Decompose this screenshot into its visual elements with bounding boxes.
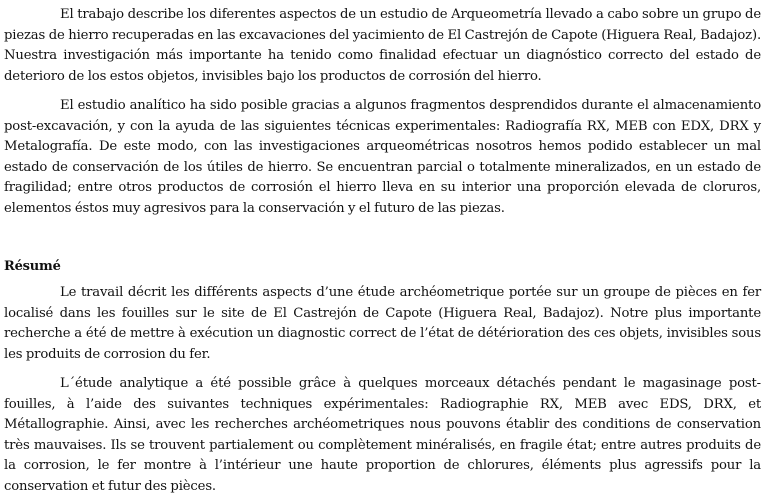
document-page	[4, 5, 761, 497]
spanish-paragraph-1: El trabajo describe los diferentes aspectos de un estudio de Arqueometría llevado a cabo sobre un grupo de piezas de hierro recuperadas en las excavaciones del yacimiento de El Castrejón de Capote (Higuera Real, Badajoz). Nuestra investigación más importante ha tenido como finalidad efectuar un diagnóstico correcto del estado de deterioro de los estos objetos, invisibles bajo los productos de corrosión del hierro.	[4, 7, 761, 84]
resume-paragraph-2: L´étude analytique a été possible grâce à quelques morceaux détachés pendant le magasinage post-fouilles, à l’aide des suivantes techniques expérimentales: Radiographie RX, MEB avec EDS, DRX, et Métallographie. Ainsi, avec les recherches archéometriques nous pouvons établir des conditions de conservation très mauvaises. Ils se trouvent partialement ou complètement minéralisés, en fragile état; entre autres produits de la corrosion, le fer montre à l’intérieur une haute proportion de chlorures, éléments plus agressifs pour la conservation et futur des pièces.	[4, 376, 761, 494]
resume-paragraph-1: Le travail décrit les différents aspects d’une étude archéometrique portée sur un groupe de pièces en fer localisé dans les fouilles sur le site de El Castrejón de Capote (Higuera Real, Badajoz). Notre plus importante recherche a été de mettre à exécution un diagnostic correct de l’état de détérioration des ces objets, invisibles sous les produits de corrosion du fer.	[4, 285, 761, 362]
spanish-paragraph-2: El estudio analítico ha sido posible gracias a algunos fragmentos desprendidos durante el almacenamiento post-excavación, y con la ayuda de las siguientes técnicas experimentales: Radiografía RX, MEB con EDX, DRX y Metalografía. De este modo, con las investigaciones arqueométricas nosotros hemos podido establecer un mal estado de conservación de los útiles de hierro. Se encuentran parcial o totalmente mineralizados, en un estado de fragilidad; entre otros productos de corrosión el hierro lleva en su interior una proporción elevada de cloruros, elementos éstos muy agresivos para la conservación y el futuro de las piezas.	[4, 98, 761, 216]
resume-heading: Résumé	[4, 259, 61, 274]
